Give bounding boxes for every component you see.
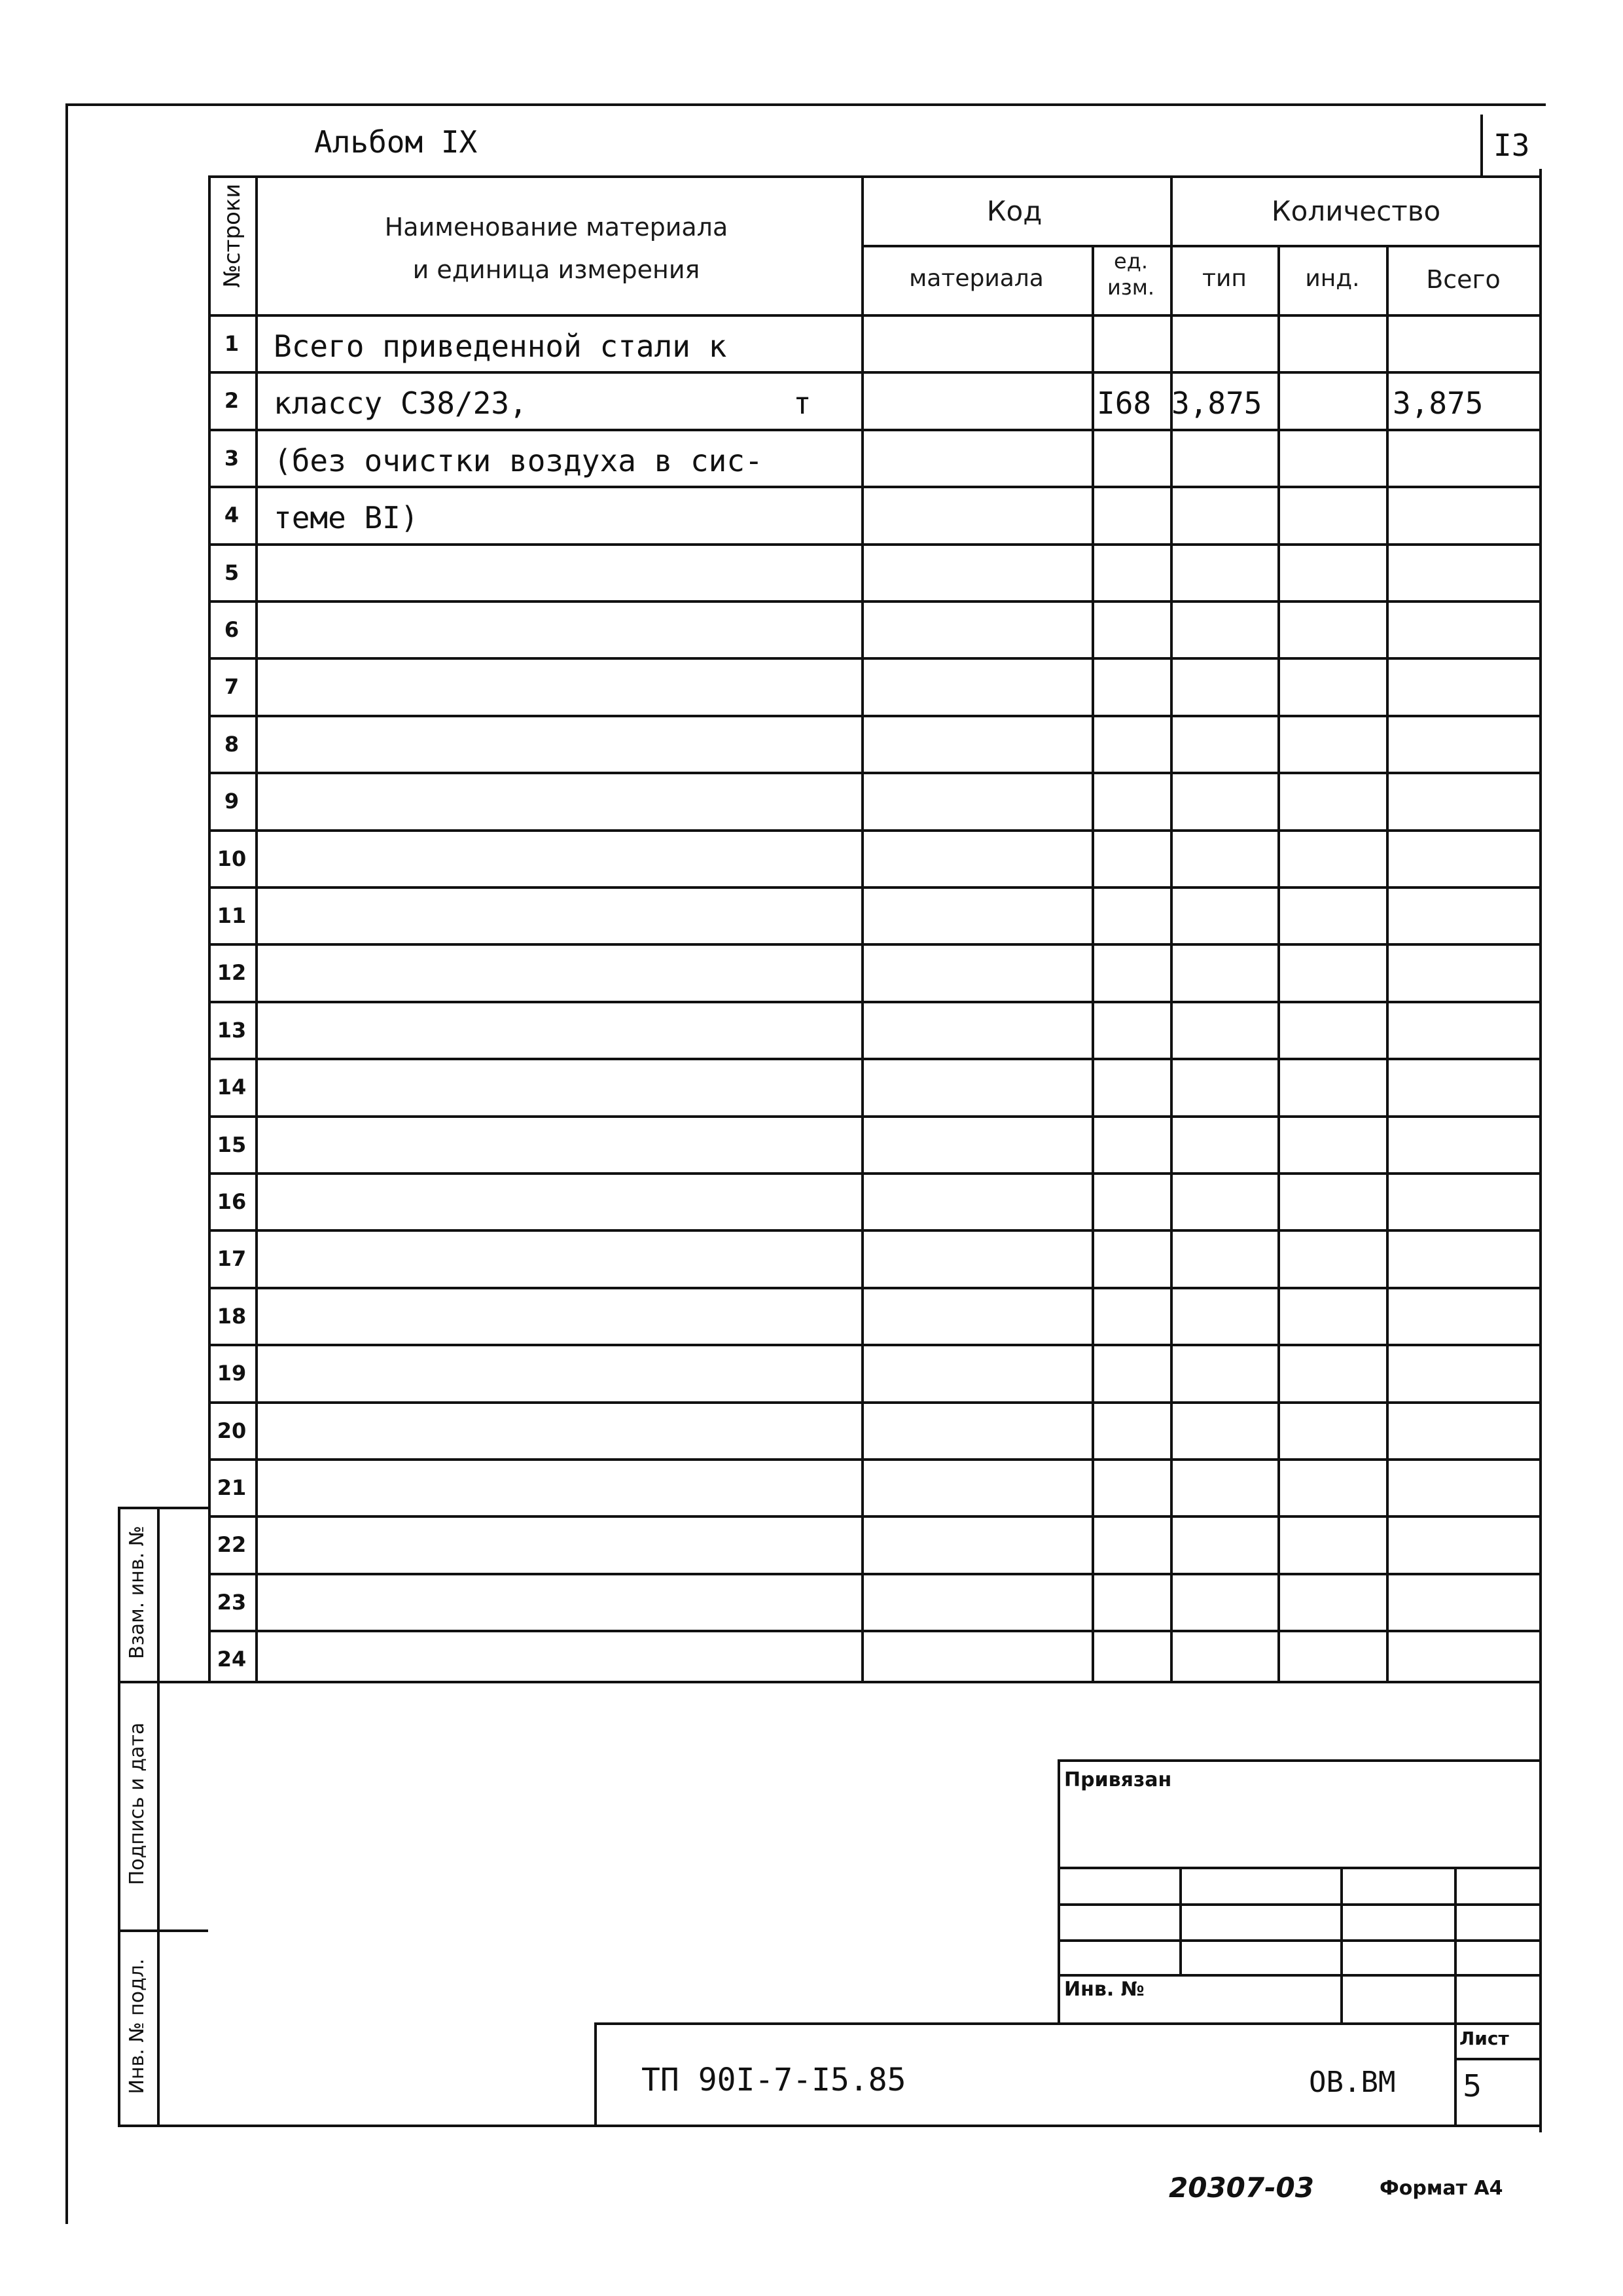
top-frame-line xyxy=(65,103,1546,106)
archive-number: 20307-03 xyxy=(1169,2172,1314,2204)
page-bottom-line xyxy=(118,2125,1539,2127)
row-name: теме BI) xyxy=(274,500,419,536)
bound-col-1 xyxy=(1179,1867,1182,1974)
main-stamp-left-line xyxy=(594,2022,597,2125)
bound-label: Привязан xyxy=(1064,1768,1172,1791)
row-number: 15 xyxy=(217,1132,247,1157)
row-number: 21 xyxy=(217,1475,247,1500)
bound-row-3 xyxy=(1058,1939,1539,1942)
row-line xyxy=(208,600,1539,603)
row-line xyxy=(208,486,1539,488)
header-split-line xyxy=(861,245,1539,247)
bound-left-line xyxy=(1058,1759,1060,2022)
row-line xyxy=(208,1172,1539,1175)
doc-mark: ОВ.ВМ xyxy=(1309,2066,1396,2099)
header-unit-line2: изм. xyxy=(1107,275,1155,300)
row-unit-code: I68 xyxy=(1097,386,1152,422)
col-line-rownum xyxy=(255,175,258,1681)
header-bottom-line xyxy=(208,314,1539,317)
sheet-label: Лист xyxy=(1459,2028,1509,2049)
row-number: 11 xyxy=(217,903,247,928)
header-unit-line1: ед. xyxy=(1114,249,1148,274)
row-number: 6 xyxy=(224,617,240,642)
row-line xyxy=(208,1630,1539,1632)
row-number: 3 xyxy=(224,445,240,471)
row-number: 5 xyxy=(224,560,240,585)
stamp-divider-line xyxy=(157,1507,160,2125)
left-margin-line xyxy=(65,103,68,2224)
row-number: 22 xyxy=(217,1532,247,1558)
row-number: 12 xyxy=(217,960,247,986)
row-line xyxy=(208,1681,1539,1683)
row-number: 20 xyxy=(217,1418,247,1443)
row-number: 19 xyxy=(217,1361,247,1386)
table-top-line xyxy=(208,175,1539,178)
row-number: 4 xyxy=(224,503,240,528)
header-name-line1: Наименование материала xyxy=(384,213,728,242)
doc-code: ТП 90I-7-I5.85 xyxy=(641,2062,906,2098)
row-line xyxy=(208,1344,1539,1346)
bound-col-2 xyxy=(1340,1867,1343,2022)
row-number: 1 xyxy=(224,331,240,356)
row-line xyxy=(208,1058,1539,1060)
col-line-name xyxy=(861,175,864,1681)
right-frame-line xyxy=(1539,169,1542,2132)
album-title: Альбом IX xyxy=(314,124,478,160)
header-type: тип xyxy=(1202,265,1247,292)
row-number: 8 xyxy=(224,731,240,757)
page-number: I3 xyxy=(1493,128,1530,163)
row-number: 2 xyxy=(224,388,240,414)
inv-label: Инв. № xyxy=(1064,1978,1145,2001)
bound-col-3 xyxy=(1454,1867,1457,2125)
stamp-split-2 xyxy=(118,1929,208,1932)
row-line xyxy=(208,371,1539,374)
format-label: Формат А4 xyxy=(1380,2177,1503,2200)
col-line-material xyxy=(1092,245,1094,1681)
row-line xyxy=(208,543,1539,546)
row-line xyxy=(208,943,1539,946)
row-line xyxy=(208,772,1539,774)
stamp-left-line xyxy=(118,1507,120,2125)
stamp-signature-date: Подпись и дата xyxy=(126,1722,149,1886)
row-name: Всего приведенной стали к xyxy=(274,329,727,364)
row-line xyxy=(208,715,1539,717)
header-quantity-group: Количество xyxy=(1271,195,1441,227)
stamp-inv-original: Инв. № подл. xyxy=(126,1958,149,2094)
row-line xyxy=(208,1515,1539,1518)
row-number: 14 xyxy=(217,1075,247,1100)
header-ind: инд. xyxy=(1305,265,1360,292)
row-number: 17 xyxy=(217,1246,247,1272)
header-name-line2: и единица измерения xyxy=(412,255,700,284)
bound-row-1 xyxy=(1058,1867,1539,1869)
main-stamp-top-line xyxy=(594,2022,1539,2025)
stamp-replaced-inv: Взам. инв. № xyxy=(126,1526,149,1659)
sheet-number: 5 xyxy=(1463,2068,1482,2104)
row-line xyxy=(208,1229,1539,1232)
row-line xyxy=(208,886,1539,889)
row-number: 13 xyxy=(217,1017,247,1043)
row-quantity-type: 3,875 xyxy=(1171,386,1262,422)
row-line xyxy=(208,1287,1539,1289)
col-line-type xyxy=(1277,245,1280,1681)
row-number: 10 xyxy=(217,846,247,871)
row-number: 24 xyxy=(217,1647,247,1672)
stamp-top-line xyxy=(118,1507,208,1509)
bound-top-line xyxy=(1058,1759,1539,1762)
sheet-label-line xyxy=(1454,2058,1539,2060)
row-line xyxy=(208,657,1539,660)
row-number: 16 xyxy=(217,1189,247,1214)
row-name: классу С38/23, xyxy=(274,386,527,422)
header-row-number: №строки xyxy=(219,183,245,288)
header-code-group: Код xyxy=(986,195,1043,227)
col-line-ind xyxy=(1386,245,1389,1681)
row-line xyxy=(208,1001,1539,1003)
row-line xyxy=(208,1115,1539,1118)
row-unit-mark: т xyxy=(793,386,812,422)
page-number-box-line xyxy=(1480,115,1483,177)
header-total: Всего xyxy=(1426,265,1501,294)
row-line xyxy=(208,1401,1539,1404)
bound-row-2 xyxy=(1058,1903,1539,1906)
row-quantity-total: 3,875 xyxy=(1393,386,1484,422)
stamp-split-1 xyxy=(118,1681,208,1683)
row-number: 7 xyxy=(224,674,240,700)
bound-row-4 xyxy=(1058,1974,1539,1977)
row-line xyxy=(208,1573,1539,1575)
row-line xyxy=(208,829,1539,832)
row-name: (без очистки воздуха в сис- xyxy=(274,442,763,478)
row-number: 18 xyxy=(217,1303,247,1329)
row-number: 23 xyxy=(217,1589,247,1615)
row-line xyxy=(208,1458,1539,1461)
row-number: 9 xyxy=(224,789,240,814)
row-line xyxy=(208,429,1539,431)
header-material: материала xyxy=(909,265,1044,292)
